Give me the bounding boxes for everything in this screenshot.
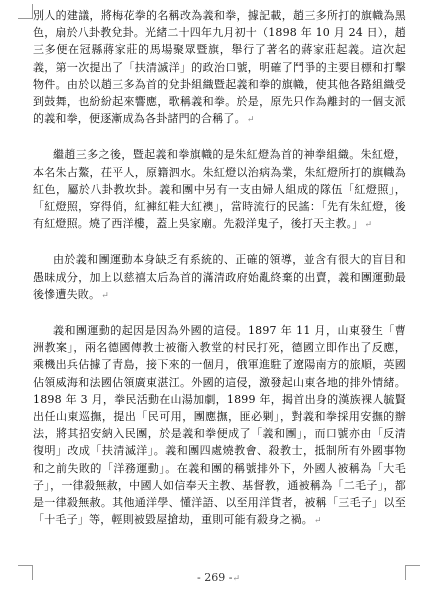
paragraph-3 [33, 251, 406, 305]
paragraph-3-text: 由於義和團運動本身缺乏有系統的、正確的領導，並含有很大的盲目和愚昧成分，加上以慈禧太后為首的滿清政府始亂終棄的出賣，義和團運動最後慘遭失敗。 [33, 253, 406, 301]
paragraph-mark-icon: ↵ [314, 516, 322, 527]
paragraph-mark-icon: ↵ [232, 574, 240, 584]
paragraph-gap [33, 129, 406, 146]
paragraph-mark-icon: ↵ [246, 115, 255, 126]
paragraph-gap [33, 234, 406, 251]
paragraph-mark-icon: ↵ [364, 220, 373, 231]
paragraph-2-text: 繼趙三多之後，暨起義和拳旗幟的是朱紅燈為首的神拳組織。朱紅燈，本名朱占鰲，茌平人，原籍泗水。朱紅燈以治病為業，朱紅燈所打的旗幟為紅色，屬於八卦教坎卦。義和團中另有一支由婦人組成的隊伍「紅燈照」，「紅燈照，穿得俏，紅褲紅鞋大紅襖」，當時流行的民謠：「先有朱紅燈，後有紅燈照。燒了西洋樓，蓋上吳家廟。先殺洋鬼子，後打天主教。」 [33, 148, 406, 231]
paragraph-4 [33, 322, 406, 530]
paragraph-gap [33, 305, 406, 322]
paragraph-1-text: 別人的建議，將梅花拳的名稱改為義和拳，據記載，趙三多所打的旗幟為黑色，扇於八卦教兌卦。光緒二十四年九月初十（1898 年 10 月 24 日），趙三多便在冠縣蔣家莊的馬場聚眾暨旗，舉行了著名的蔣家莊起義。這次起義，第一次提出了「扶清滅洋」的政治口號，明確了鬥爭的主要目標和打擊物件。由於以趙三多為首的兌卦組織暨起義和拳的旗幟，使其他各路組織受到鼓舞，也紛紛起來響應，歌稱義和拳。於是，原先只作為離封的一個支派的義和拳，便逐漸成為各卦諸門的合稱了。 [33, 9, 406, 126]
crop-mark-top-left [18, 4, 33, 19]
document-body [33, 7, 406, 530]
page-number: - 269 - [197, 571, 233, 584]
paragraph-2 [33, 146, 406, 234]
paragraph-4-text: 義和團運動的起因是因為外國的這侵。1897 年 11 月，山東發生「曹洲教案」，兩名德國傳教士被衞入教堂的村民打死，德國立即作出了反應，乘機出兵佔據了青島，接下來的一個月，俄軍進駐了遼陽南方的旅順，英國佔領威海和法國佔領廣東湛江。外國的這侵，激發起山東各地的排外情緒。1898 年 3 月，拳民活動在山湯加劇，1899 年，揭首出身的漢族裸人毓賢出任山東巡撫，提出「民可用，團應撫，匪必剿」，對義和拳採用安撫的辦法，將其招安納入民團，於是義和拳便成了「義和團」，而口號亦由「反清復明」改成「扶清滅洋」。義和團四處燒教會、殺教士，抵制所有外國事物和之前失敗的「洋務運動」。在義和團的稱號排外下，外國人被稱為「大毛子」，一律殺無赦，中國人如信奉天主教、基督教，通被稱為「二毛子」，都是一律殺無赦。其他通洋學、懂洋語、以至用洋貨者，被稱「三毛子」以至「十毛子」等，輕則被毀屋搶劫，重則可能有殺身之禍。 [33, 324, 406, 527]
page-number-footer [0, 571, 437, 584]
paragraph-mark-icon: ↵ [101, 290, 109, 301]
paragraph-1 [33, 7, 406, 129]
